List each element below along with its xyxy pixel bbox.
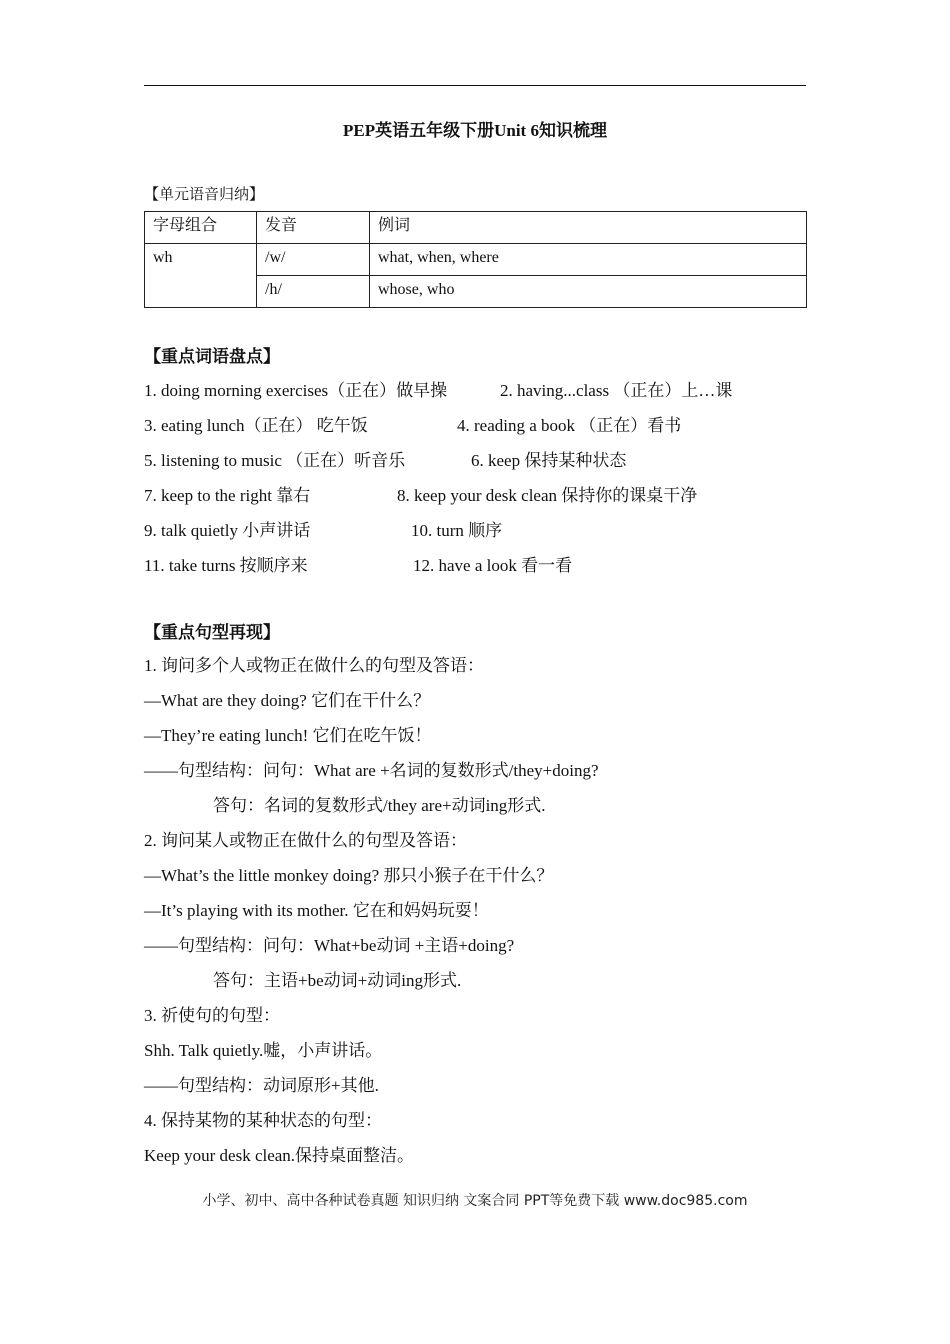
- vocab-item: 2. having...class （正在）上…课: [500, 381, 733, 400]
- vocab-item: 9. talk quietly 小声讲话: [144, 521, 311, 540]
- example-cell: what, when, where: [370, 244, 807, 276]
- table-row: [145, 244, 807, 276]
- header-examples: 例词: [370, 212, 807, 244]
- vocab-item: 3. eating lunch（正在） 吃午饭: [144, 416, 368, 435]
- sentence-line: ——句型结构：动词原形+其他.: [144, 1076, 379, 1095]
- sentence-line: 3. 祈使句的句型：: [144, 1006, 280, 1025]
- sentence-line: 答句：主语+be动词+动词ing形式.: [213, 971, 462, 990]
- sentence-line: —What’s the little monkey doing? 那只小猴子在干什么？: [144, 866, 554, 885]
- vocab-item: 4. reading a book （正在）看书: [457, 416, 682, 435]
- page-title: PEP英语五年级下册Unit 6知识梳理: [343, 121, 607, 140]
- sentence-line: —They’re eating lunch! 它们在吃午饭！: [144, 726, 432, 745]
- sentence-line: —It’s playing with its mother. 它在和妈妈玩耍！: [144, 901, 489, 920]
- table-header-row: [145, 212, 807, 244]
- header-sound: 发音: [257, 212, 370, 244]
- sentence-line: 2. 询问某人或物正在做什么的句型及答语：: [144, 831, 467, 850]
- vocab-item: 8. keep your desk clean 保持你的课桌干净: [397, 486, 698, 505]
- sentence-line: 答句：名词的复数形式/they are+动词ing形式.: [213, 796, 546, 815]
- footer-watermark: 小学、初中、高中各种试卷真题 知识归纳 文案合同 PPT等免费下载 www.doc985.com: [202, 1193, 748, 1209]
- vocab-item: 6. keep 保持某种状态: [471, 451, 627, 470]
- sentence-line: Keep your desk clean.保持桌面整洁。: [144, 1146, 415, 1165]
- vocab-item: 7. keep to the right 靠右: [144, 486, 311, 505]
- sentence-line: 1. 询问多个人或物正在做什么的句型及答语：: [144, 656, 484, 675]
- header-rule: [144, 85, 806, 86]
- vocab-heading: 【重点词语盘点】: [144, 347, 280, 366]
- vocab-item: 5. listening to music （正在）听音乐: [144, 451, 406, 470]
- sentences-heading: 【重点句型再现】: [144, 623, 280, 642]
- sound-cell: /h/: [257, 276, 370, 308]
- vocab-item: 1. doing morning exercises（正在）做早操: [144, 381, 448, 400]
- sentence-line: ——句型结构：问句：What+be动词 +主语+doing?: [144, 936, 515, 955]
- phonics-table: [144, 211, 807, 308]
- header-letters: 字母组合: [145, 212, 257, 244]
- phonics-heading: 【单元语音归纳】: [144, 187, 265, 203]
- vocab-item: 11. take turns 按顺序来: [144, 556, 308, 575]
- letter-group: wh: [145, 244, 257, 308]
- vocab-item: 12. have a look 看一看: [413, 556, 573, 575]
- sentence-line: Shh. Talk quietly.嘘，小声讲话。: [144, 1041, 383, 1060]
- example-cell: whose, who: [370, 276, 807, 308]
- vocab-item: 10. turn 顺序: [411, 521, 503, 540]
- sound-cell: /w/: [257, 244, 370, 276]
- sentence-line: 4. 保持某物的某种状态的句型：: [144, 1111, 382, 1130]
- sentence-line: —What are they doing? 它们在干什么？: [144, 691, 431, 710]
- sentence-line: ——句型结构：问句：What are +名词的复数形式/they+doing?: [144, 761, 599, 780]
